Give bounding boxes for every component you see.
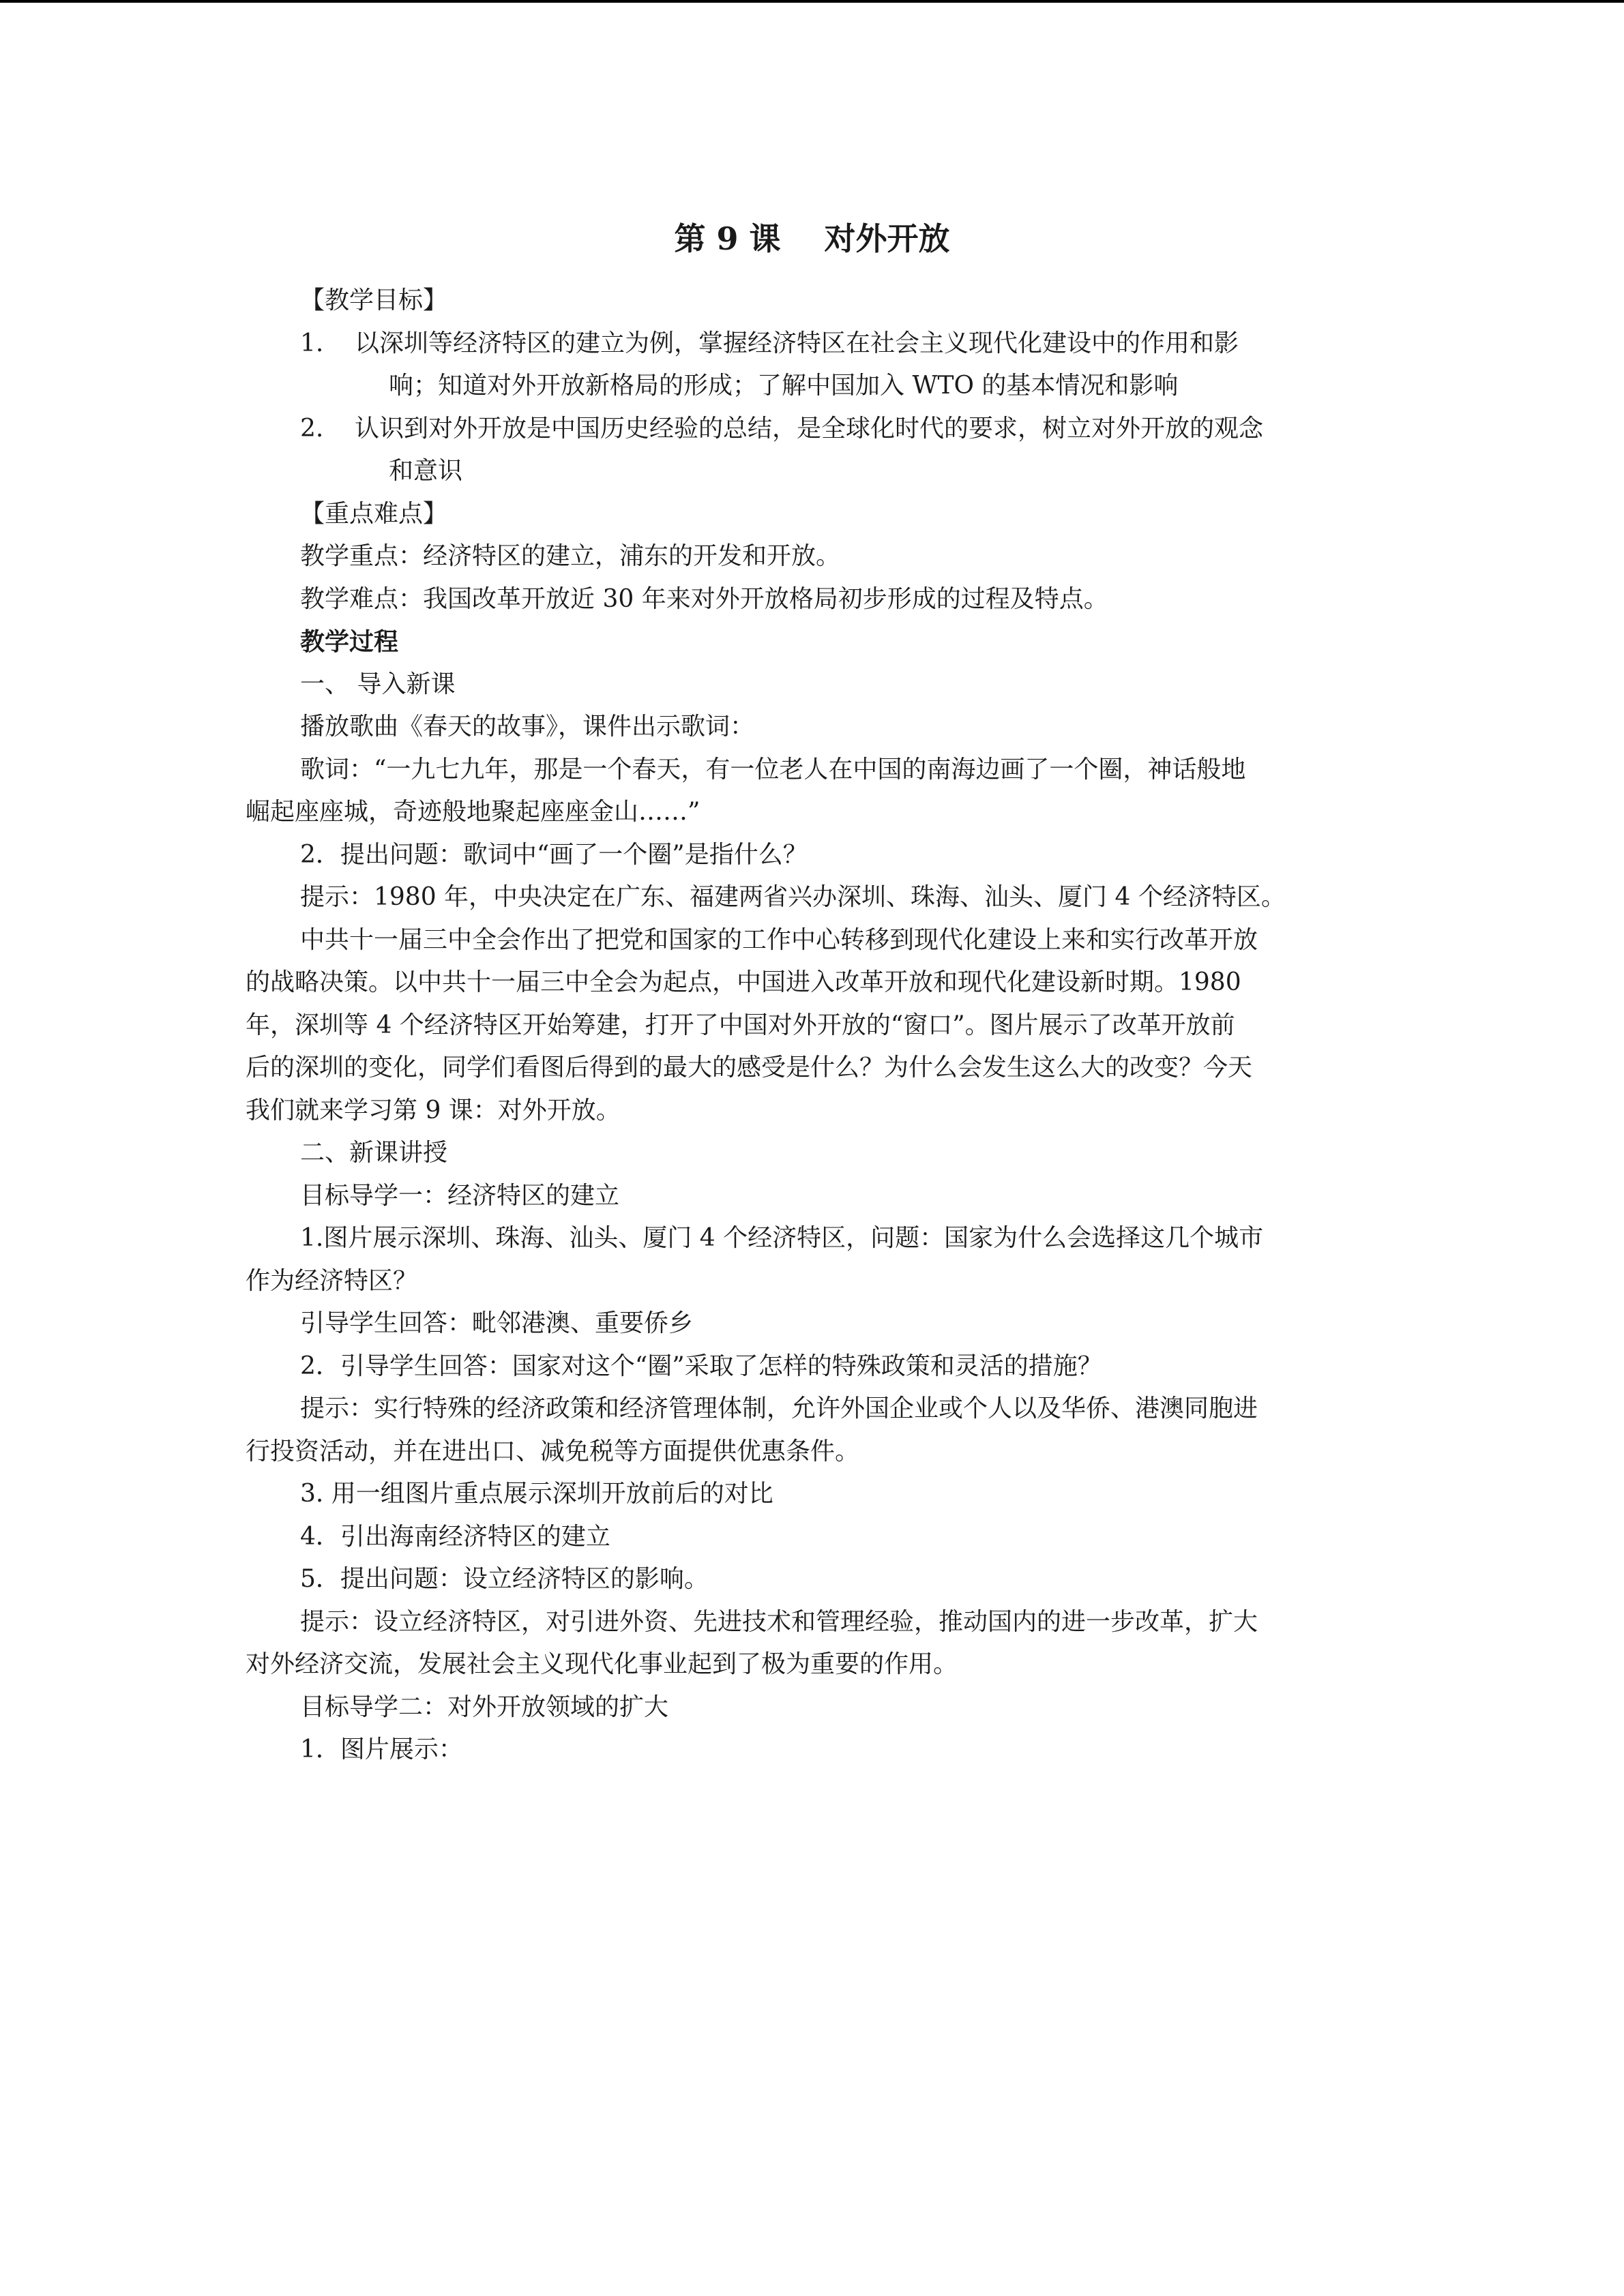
paragraph-b1: 1．图片展示： (300, 1735, 463, 1763)
paragraph-a1-line-1: 1.图片展示深圳、珠海、汕头、厦门 4 个经济特区，问题：国家为什么会选择这几个城市 (300, 1224, 1264, 1252)
paragraph-a3: 3. 用一组图片重点展示深圳开放前后的对比 (300, 1480, 773, 1508)
page-title: 第 9 课 对外开放 (674, 220, 950, 257)
goal-2-text: 认识到对外开放是中国历史经验的总结，是全球化时代的要求，树立对外开放的观念 (355, 414, 1264, 443)
paragraph-song: 播放歌曲《春天的故事》，课件出示歌词： (300, 713, 755, 741)
goal-2-number: 2. (300, 414, 324, 443)
paragraph-question-2: 2．提出问题：歌词中“画了一个圈”是指什么？ (300, 840, 808, 869)
goal-2-line-2: 和意识 (389, 457, 463, 485)
paragraph-a4: 4．引出海南经济特区的建立 (300, 1522, 610, 1551)
paragraph-a2-hint-line-1: 提示：实行特殊的经济政策和经济管理体制，允许外国企业或个人以及华侨、港澳同胞进 (300, 1395, 1258, 1422)
goal-1-line-1 (246, 323, 1371, 366)
goal-1-text: 以深圳等经济特区的建立为例，掌握经济特区在社会主义现代化建设中的作用和影 (355, 329, 1239, 357)
paragraph-plenum-line-2: 的战略决策。以中共十一届三中全会为起点，中国进入改革开放和现代化建设新时期。1980 (246, 968, 1241, 996)
section-1-heading: 一、 导入新课 (300, 670, 456, 698)
teaching-keypoint: 教学重点：经济特区的建立，浦东的开发和开放。 (300, 542, 841, 570)
goal-a-heading: 目标导学一：经济特区的建立 (300, 1181, 620, 1210)
paragraph-a1-answer: 引导学生回答：毗邻港澳、重要侨乡 (300, 1309, 694, 1337)
goal-2-line-1 (246, 408, 1371, 451)
paragraph-a2: 2．引导学生回答：国家对这个“圈”采取了怎样的特殊政策和灵活的措施？ (300, 1352, 1102, 1380)
paragraph-lyrics-line-2: 崛起座座城，奇迹般地聚起座座金山……” (246, 798, 700, 826)
document-body (246, 280, 1371, 1772)
section-2-heading: 二、新课讲授 (300, 1139, 448, 1167)
paragraph-hint-1: 提示：1980 年，中央决定在广东、福建两省兴办深圳、珠海、汕头、厦门 4 个经济特区。 (300, 883, 1286, 911)
goal-1-line-2: 响；知道对外开放新格局的形成；了解中国加入 WTO 的基本情况和影响 (389, 372, 1179, 400)
paragraph-plenum-line-1: 中共十一届三中全会作出了把党和国家的工作中心转移到现代化建设上来和实行改革开放 (300, 925, 1258, 954)
keypoints-heading: 【重点难点】 (300, 499, 448, 528)
paragraph-plenum-line-3: 年，深圳等 4 个经济特区开始筹建，打开了中国对外开放的“窗口”。图片展示了改革开放前 (246, 1011, 1235, 1039)
paragraph-a5-hint-line-1: 提示：设立经济特区，对引进外资、先进技术和管理经验，推动国内的进一步改革，扩大 (300, 1607, 1258, 1636)
goal-1-number: 1. (300, 329, 324, 357)
paragraph-plenum-line-4: 后的深圳的变化，同学们看图后得到的最大的感受是什么？为什么会发生这么大的改变？今天 (246, 1054, 1253, 1082)
goal-b-heading: 目标导学二：对外开放领域的扩大 (300, 1693, 669, 1721)
paragraph-a5: 5．提出问题：设立经济特区的影响。 (300, 1565, 709, 1593)
teaching-difficulty: 教学难点：我国改革开放近 30 年来对外开放格局初步形成的过程及特点。 (300, 584, 1108, 613)
goals-heading: 【教学目标】 (300, 286, 448, 314)
paragraph-plenum-line-5: 我们就来学习第 9 课：对外开放。 (246, 1096, 621, 1124)
paragraph-a2-hint-line-2: 行投资活动，并在进出口、减免税等方面提供优惠条件。 (246, 1437, 860, 1465)
process-heading: 教学过程 (300, 627, 399, 656)
paragraph-a5-hint-line-2: 对外经济交流，发展社会主义现代化事业起到了极为重要的作用。 (246, 1650, 958, 1678)
paragraph-a1-line-2: 作为经济特区？ (246, 1266, 418, 1295)
paragraph-lyrics-line-1: 歌词：“一九七九年，那是一个春天，有一位老人在中国的南海边画了一个圈，神话般地 (300, 755, 1246, 784)
